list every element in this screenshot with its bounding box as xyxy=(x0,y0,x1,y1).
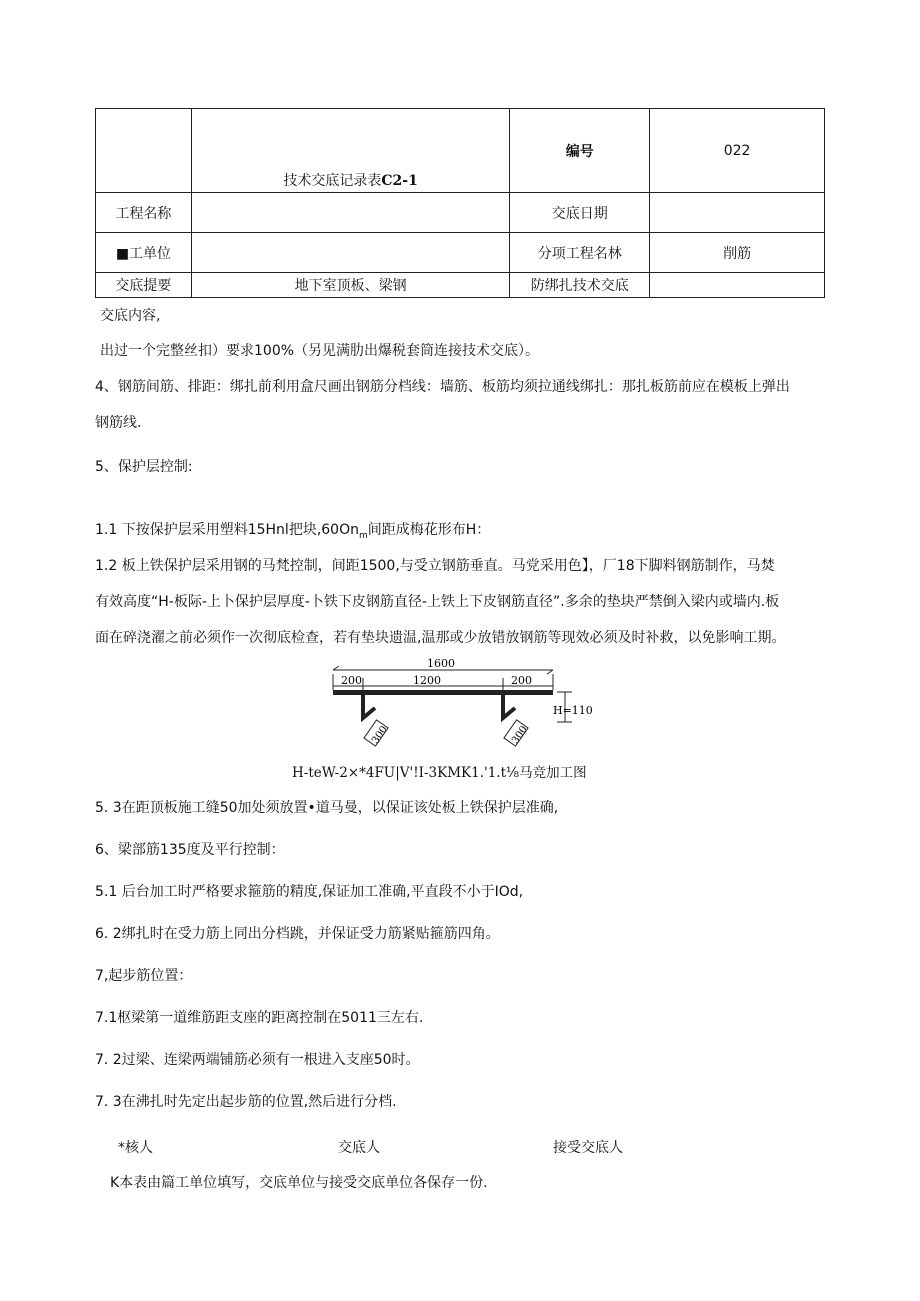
content-heading: 交底内容, xyxy=(100,308,161,324)
number-value: 022 xyxy=(650,109,825,193)
dim-total: 1600 xyxy=(427,657,455,670)
summary-value: 地下室顶板、梁钢 xyxy=(191,273,510,298)
content-line: 钢筋线. xyxy=(95,415,142,431)
section-heading: 6、梁部筋135度及平行控制： xyxy=(95,842,285,858)
project-name-value xyxy=(191,193,510,233)
content-line: 4、钢筋间筋、排距：绑扎前利用盒尺画出钢筋分档线：墙筋、板筋均须拉通线绑扎：那扎板筋前应在模板上弹出 xyxy=(95,379,790,395)
reviewer-label: *核人 xyxy=(118,1140,153,1156)
content-line: 1.1 下按保护层采用塑料15Hnl把块$,60On_m$间距成梅花形布H： xyxy=(95,522,491,541)
content-line: 7. 2过梁、连梁两端铺筋必须有一根进入支座50时。 xyxy=(95,1052,420,1068)
dim-leg-left: 300 xyxy=(370,724,390,747)
form-title: 技术交底记录表C2-1 xyxy=(191,109,510,193)
presenter-label: 交底人 xyxy=(338,1140,380,1156)
bar-top xyxy=(333,690,553,695)
content-line: 面在碎浇濯之前必须作一次彻底检查，若有垫块遗温,温那或少放错放钢筋等现效必须及时补救，以免影响工期。 xyxy=(95,630,786,646)
number-label: 编号 xyxy=(510,109,650,193)
bar-chair-diagram xyxy=(327,656,602,756)
summary-label: 交底提要 xyxy=(96,273,192,298)
header-table xyxy=(95,108,825,298)
contractor-value xyxy=(191,233,510,273)
subproject-label: 分项工程名林 xyxy=(510,233,650,273)
receiver-label: 接受交底人 xyxy=(553,1140,623,1156)
dim-right: 200 xyxy=(511,674,532,687)
project-name-label: 工程名称 xyxy=(96,193,192,233)
content-line: 6. 2绑扎时在受力筋上同出分档跳，并保证受力筋紧贴箍筋四角。 xyxy=(95,926,500,942)
content-line: 1.2 板上铁保护层采用钢的马梵控制，间距1500,与受立钢筋垂直。马党采用色】，厂18下脚料钢筋制作，马焚 xyxy=(95,558,775,574)
dim-leg-right: 300 xyxy=(510,724,530,747)
summary-blank xyxy=(650,273,825,298)
content-line: 7.1枢梁第一道维筋距支座的距离控制在5011三左右. xyxy=(95,1010,424,1026)
content-line: 7. 3在沸扎时先定出起步筋的位置,然后进行分档. xyxy=(95,1094,397,1110)
content-line: 有效高度“H-板际-上卜保护层厚度-卜铁下皮钢筋直径-上铁上下皮钢筋直径”.多余的垫块严禁倒入梁内或墙内.板 xyxy=(95,594,780,610)
content-line: 5.1 后台加工时严格要求箍筋的精度,保证加工准确,平直段不小于IOd, xyxy=(95,884,524,900)
dim-left: 200 xyxy=(341,674,362,687)
contractor-label: ■工单位 xyxy=(96,233,192,273)
date-value xyxy=(650,193,825,233)
content-line: 出过一个完整丝扣）要求100%（另见满肋出爆税套筒连接技术交底）。 xyxy=(100,343,540,359)
dim-mid: 1200 xyxy=(413,674,441,687)
footer-note: K本表由篇工单位填写，交底单位与接受交底单位各保存一份. xyxy=(110,1175,488,1191)
figure-caption: H-teW-2×*4FU|V'!I-3KMK1.'1.t⅛马竞加工图 xyxy=(292,765,587,781)
section-heading: 7,起步筋位置： xyxy=(95,968,193,984)
date-label: 交底日期 xyxy=(510,193,650,233)
section-heading: 5、保护层控制: xyxy=(95,459,193,475)
logo-cell xyxy=(96,109,192,193)
dim-height: H=110 xyxy=(553,704,593,717)
content-line: 5. 3在距顶板施工缝50加处须放置•道马曼，以保证该处板上铁保护层准确, xyxy=(95,800,559,816)
subproject-value: 削筋 xyxy=(650,233,825,273)
summary-value-cont: 防绑扎技术交底 xyxy=(510,273,650,298)
